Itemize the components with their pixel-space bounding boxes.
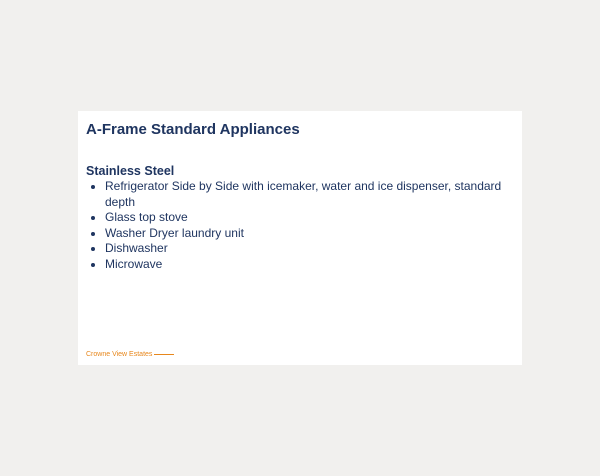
content-card (78, 111, 522, 365)
list-item: • Dishwasher (105, 241, 514, 257)
section-heading: Stainless Steel (86, 164, 175, 178)
footer-divider (154, 354, 174, 355)
footer-brand (86, 350, 174, 359)
list-item: • Washer Dryer laundry unit (105, 226, 514, 242)
footer-brand-text: Crowne View Estates (86, 351, 153, 358)
appliance-list (86, 179, 514, 273)
list-item: • Glass top stove (105, 210, 514, 226)
list-item: • Microwave (105, 257, 514, 273)
page-title: A-Frame Standard Appliances (86, 121, 300, 138)
list-item: • Refrigerator Side by Side with icemaker, water and ice dispenser, standard depth (105, 179, 514, 210)
